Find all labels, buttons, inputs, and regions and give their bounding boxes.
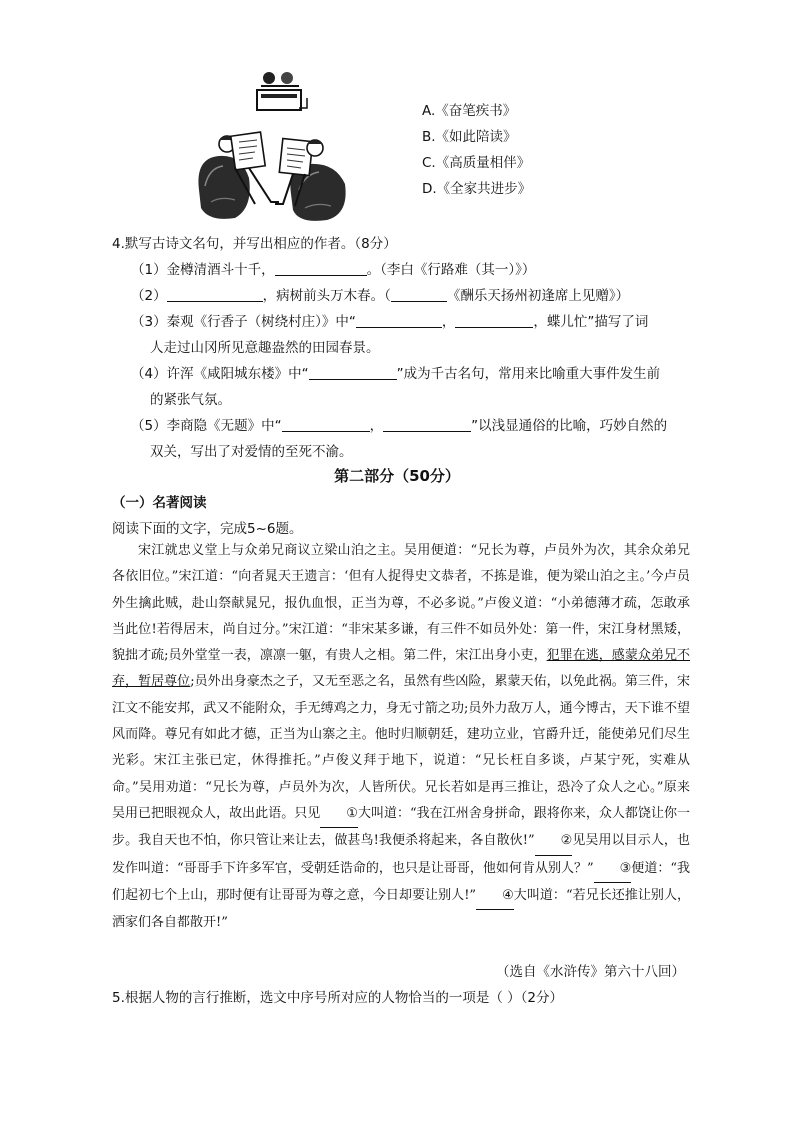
passage-blank-2[interactable]: ② [535,828,573,855]
section1-title: （一）名著阅读 [112,495,207,511]
question5-stem: 5.根据人物的言行推断，选文中序号所对应的人物恰当的一项是（ ）（2分） [112,990,564,1006]
passage-source: （选自《水浒传》第六十八回） [496,964,685,980]
question3-options [422,98,531,202]
item5-text-after: ”以浅显通俗的比喻，巧妙自然的 [471,418,668,434]
passage-text-a: 宋江就忠义堂上与众弟兄商议立梁山泊之主。吴用便道：“兄长为尊，卢员外为次，其余众弟兄各依旧位。”宋江道：“向者晁天王遗言：‘但有人捉得史文恭者，不拣是谁，便为梁山泊之主。’今卢员外生擒此贼，赴山祭献晁兄，报仇血恨，正当为尊，不必多说。”卢俊义道：“小弟德薄才疏，怎敢承当此位!若得居末，尚自过分。”宋江道：“非宋某多谦，有三件不如员外处：第一件，宋江身材黑矮，貌拙才疏;员外堂堂一表，凛凛一躯，有贵人之相。第二件，宋江出身小吏， [112,543,690,664]
option-a: A.《奋笔疾书》 [422,103,517,119]
question4-item4-line1 [131,362,660,382]
item2-text-before: （2） [131,288,167,304]
item1-blank[interactable] [275,261,367,276]
item2-blank-1[interactable] [167,287,263,302]
question4-stem: 4.默写古诗文名句，并写出相应的作者。（8分） [112,236,397,252]
part2-title: 第二部分（50分） [334,467,460,485]
passage-blank-4[interactable]: ④ [476,883,514,910]
passage-text-f: 大叫道：“若兄长还推让别人，洒家们各自都散开!” [112,887,690,931]
question4-item1 [131,258,535,278]
family-reading-cartoon-image [195,68,350,226]
reading-passage [112,538,690,936]
reading-instruction: 阅读下面的文字，完成5~6题。 [112,521,303,537]
item1-text-before: （1）金樽清酒斗十千， [131,262,275,278]
item5-blank-2[interactable] [383,417,471,432]
item5-blank-1[interactable] [282,417,370,432]
passage-text-c: 大叫道：“我在江州舍身拼命，跟将你来，众人都饶让你一步。我自天也不怕，你只管让来让去，做甚鸟!我便杀将起来，各自散伙!” [112,805,690,849]
item3-blank-1[interactable] [356,313,442,328]
option-c: C.《高质量相伴》 [422,155,531,171]
item3-text-after: ，蝶儿忙”描写了词 [533,314,649,330]
item4-blank[interactable] [309,365,397,380]
item2-blank-author[interactable] [391,287,447,302]
item2-text-mid: ，病树前头万木春。（ [262,288,391,304]
item3-comma: ， [441,314,456,330]
passage-text-b: ;员外出身豪杰之子，又无至恶之名，虽然有些凶险，累蒙天佑，以免此祸。第三件，宋江文不能安邦，武又不能附众，手无缚鸡之力，身无寸箭之功;员外力敌万人，通今博古，天下谁不望风而降。尊兄有如此才德，正当为山寨之主。他时归顺朝廷，建功立业，官爵升迁，能使弟兄们尽生光彩。宋江主张已定，休得推托。”卢俊义拜于地下，说道：“兄长枉自多谈，卢某宁死，实难从命。”吴用劝道：“兄长为尊，卢员外为次，人皆所伏。兄长若如是再三推让，恐冷了众人之心。”原来吴用已把眼视众人，故出此语。只见 [112,674,690,821]
passage-blank-1[interactable]: ① [320,801,358,828]
item5-text-before: （5）李商隐《无题》中“ [131,418,282,434]
item2-text-after: 《酬乐天扬州初逢席上见赠》） [446,288,630,304]
passage-text-d: 见吴用以目示人，也发作叫道：“哥哥手下许多军官，受朝廷诰命的，也只是让哥哥，他如何肯从别人？” [112,833,690,876]
item3-blank-2[interactable] [455,313,533,328]
item4-text-after: ”成为千古名句，常用来比喻重大事件发生前 [396,366,661,382]
question4-item2 [131,284,629,304]
item5-comma: ， [369,418,384,434]
question4-item5-line2: 双关，写出了对爱情的至死不渝。 [150,444,353,460]
passage-text-e: 便道：“我们起初七个上山，那时便有让哥哥为尊之意，今日却要让别人!” [112,860,690,903]
passage-underlined-text: 犯罪在逃，感蒙众弟兄不弃，暂居尊位 [112,648,690,690]
item3-text-before: （3）秦观《行香子（树绕村庄）》中“ [131,314,356,330]
question4-item3-line1 [131,310,648,330]
question4-item5-line1 [131,414,667,434]
question4-item4-line2: 的紧张气氛。 [150,392,231,408]
item4-text-before: （4）许浑《咸阳城东楼》中“ [131,366,309,382]
option-b: B.《如此陪读》 [422,129,517,145]
option-d: D.《全家共进步》 [422,181,532,197]
passage-paragraph [112,538,690,936]
item1-text-after: 。（李白《行路难（其一）》） [366,262,536,278]
passage-blank-3[interactable]: ③ [594,856,632,883]
question4-item3-line2: 人走过山冈所见意趣盎然的田园春景。 [150,340,380,356]
